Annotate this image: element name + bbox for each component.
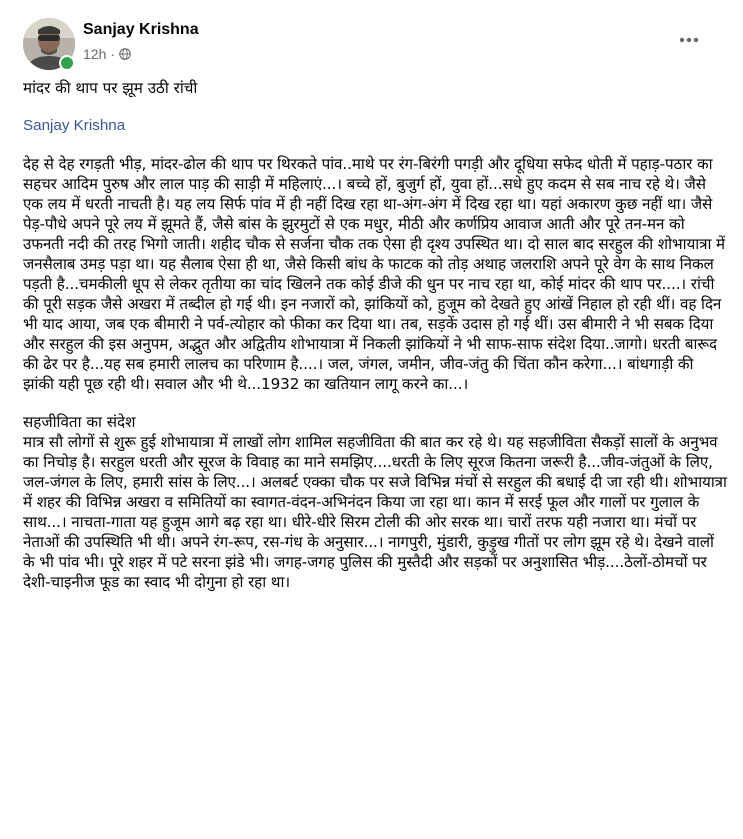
author-name[interactable]: Sanjay Krishna [83,21,199,38]
post-meta [83,46,131,62]
post-paragraph-2: मात्र सौ लोगों से शुरू हुई शोभायात्रा में लाखों लोग शामिल सहजीविता की बात कर रहे थे। यह सहजीविता सैकड़ों सालों के अनुभव का निचोड़ है। सरहुल धरती और सूरज के विवाह का माने समझिए....धरती के लिए सूरज कितना जरूरी है...जीव-जंतुओं के लिए, जल-जंगल के लिए, हमारी सांस के लिए...। अलबर्ट एक्का चौक पर सजे विभिन्न मंचों से सरहुल की बधाई दी जा रही थी। शोभायात्रा में शहर की विभिन्न अखरा व समितियों का स्वागत-वंदन-अभिनंदन किया जा रहा था। कान में सरई फूल और गालों पर गुलाल के साथ...। नाचता-गाता यह हुजूम आगे बढ़ रहा था। धीरे-धीरे सिरम टोली की ओर सरक था। चारों तरफ यही नजारा था। मंचों पर नेताओं की उपस्थिति भी थी। अपने रंग-रूप, रस-गंध के अनुसार...। नागपुरी, मुंडारी, कुड़ुख गीतों पर लोग झूम रहे थे। देखने वालों के भी पांव भी। पूरे शहर में पटे सरना झंडे भी। जगह-जगह पुलिस की मुस्तैदी और सड़कों पर अनुशासित भीड़....ठेलों-ठोमचों पर देशी-चाइनीज फूड का स्वाद भी दोगुना हो रहा था। [23,433,727,591]
meta-separator: · [110,46,116,62]
globe-icon[interactable] [119,48,131,60]
online-status-dot [59,55,75,71]
post-paragraph-1: देह से देह रगड़ती भीड़, मांदर-ढोल की थाप पर थिरकते पांव..माथे पर रंग-बिरंगी पगड़ी और दूधिया सफेद धोती में पहाड़-पठार का सहचर आदिम पुरुष और लाल पाड़ की साड़ी में महिलाएं...। बच्चे हों, बुजुर्ग हों, युवा हों...सधे हुए कदम से सब नाच रहे थे। जैसे एक लय में धरती नाचती है। यह लय सिर्फ पांव में ही नहीं दिख रहा था-अंग-अंग में दिख रहा था। यहां अकारण कुछ नहीं था। जैसे पेड़-पौधे अपने पूरे लय में झूमते हैं, जैसे बांस के झुरमुटों से एक मधुर, मीठी और कर्णप्रिय आवाज आती और पूरे तन-मन को उफनती नदी की तरह भिगो जाती। शहीद चौक से सर्जना चौक तक ऐसा ही दृश्य उपस्थित था। दो साल बाद सरहुल की शोभायात्रा में जनसैलाब उमड़ पड़ा था। यह सैलाब ऐसा ही था, जैसे किसी बांध के फाटक को तोड़ अथाह जलराशि अपने पूरे वेग के साथ निकल पड़ती है...चमकीली धूप से लेकर तृतीया का चांद खिलने तक कोई डीजे की धुन पर नाच रहा था, कोई मांदर की थाप पर....। रांची की पूरी सड़क जैसे अखरा में तब्दील हो गई थी। इन नजारों को, झांकियों को, हुजूम को देखते हुए आंखें निहाल हो रही थीं। वह दिन भी याद आया, जब एक बीमारी ने पर्व-त्योहार को फीका कर दिया था। तब, सड़कें उदास हो गई थीं। उस बीमारी ने भी सबक दिया और सरहुल की इस अनुपम, अद्भुत और अद्वितीय शोभायात्रा में निकली झांकियों ने भी साफ-साफ संदेश दिया..जागो। धरती बारूद की ढेर पर है...यह सब हमारी लालच का परिणाम है....। जल, जंगल, जमीन, जीव-जंतु की चिंता कौन करेगा...। बांधगाड़ी की झांकी यही पूछ रही थी। सवाल और भी थे...1932 का खतियान लागू करने का...। [23,155,726,393]
author-avatar-wrap[interactable] [23,18,75,70]
byline-link[interactable]: Sanjay Krishna [23,117,126,134]
post-header [23,18,727,70]
more-horizontal-icon [679,37,699,43]
post-time[interactable]: 12h [83,46,107,62]
post-subheading: सहजीविता का संदेश [23,413,136,431]
post-title: मांदर की थाप पर झूम उठी रांची [23,79,198,97]
post-content [23,78,727,592]
more-options-button[interactable] [671,22,707,58]
